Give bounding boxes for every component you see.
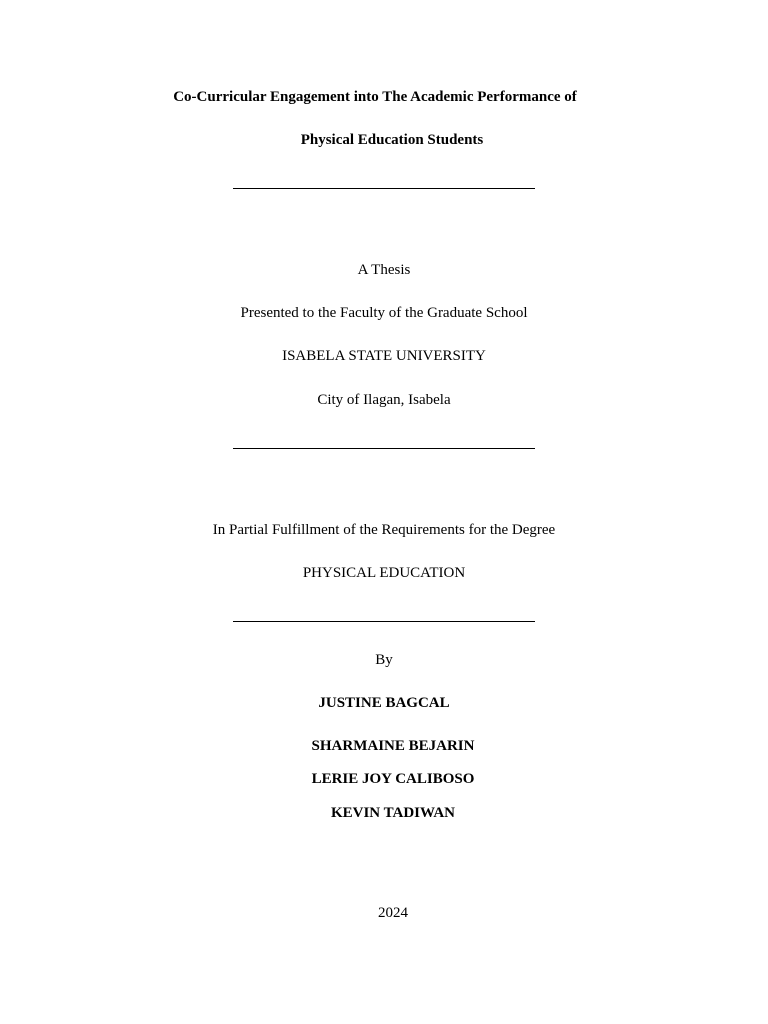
by-label: By bbox=[375, 652, 393, 668]
author-name: LERIE JOY CALIBOSO bbox=[311, 771, 475, 787]
presented-to-line: Presented to the Faculty of the Graduate School bbox=[240, 305, 528, 321]
author-name: JUSTINE BAGCAL bbox=[318, 695, 450, 711]
thesis-title-line-2: Physical Education Students bbox=[300, 132, 484, 148]
degree-name: PHYSICAL EDUCATION bbox=[302, 565, 466, 581]
thesis-label: A Thesis bbox=[357, 262, 411, 278]
university-location: City of Ilagan, Isabela bbox=[317, 392, 451, 408]
university-name: ISABELA STATE UNIVERSITY bbox=[282, 348, 486, 364]
divider-rule-3 bbox=[233, 621, 535, 622]
divider-rule-2 bbox=[233, 448, 535, 449]
thesis-title-line-1: Co-Curricular Engagement into The Academic Performance of bbox=[173, 89, 577, 105]
publication-year: 2024 bbox=[378, 905, 408, 921]
author-name: SHARMAINE BEJARIN bbox=[311, 738, 475, 754]
divider-rule-1 bbox=[233, 188, 535, 189]
author-name: KEVIN TADIWAN bbox=[330, 805, 456, 821]
fulfillment-line: In Partial Fulfillment of the Requirements for the Degree bbox=[212, 522, 556, 538]
